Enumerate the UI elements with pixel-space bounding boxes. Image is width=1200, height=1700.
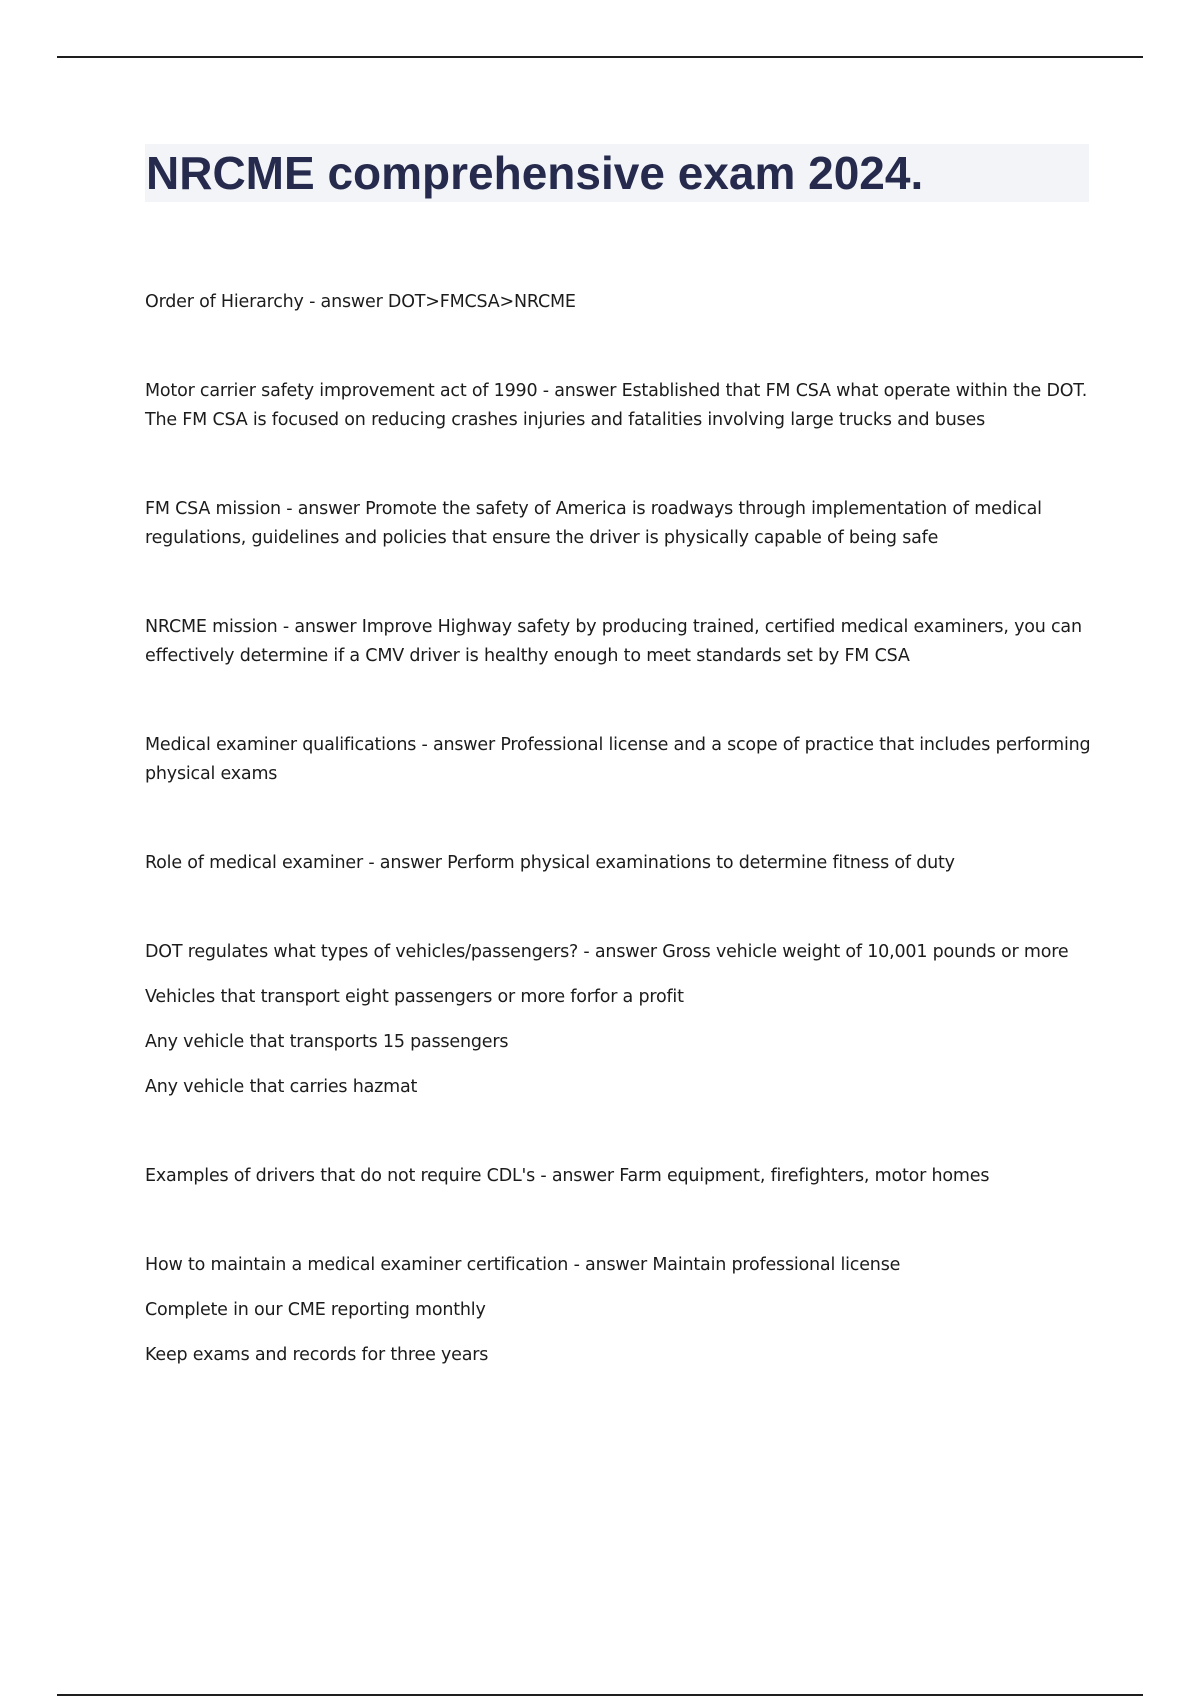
entry-text-extra: Any vehicle that carries hazmat: [145, 1077, 418, 1097]
qa-entry-fmcsa-mission: [145, 495, 1095, 553]
entry-text: FM CSA mission - answer Promote the safety of America is roadways through implementation of medical regulations, guidelines and policies that ensure the driver is physically capable of being safe: [145, 499, 1042, 548]
entry-text: DOT regulates what types of vehicles/passengers? - answer Gross vehicle weight of 10,001 pounds or more: [145, 942, 1069, 962]
qa-entry-maintain-certification: [145, 1251, 1095, 1370]
entry-text-extra: Complete in our CME reporting monthly: [145, 1300, 486, 1320]
entry-text-extra: Keep exams and records for three years: [145, 1345, 489, 1365]
entry-text-extra: Vehicles that transport eight passengers or more forfor a profit: [145, 987, 684, 1007]
bottom-rule: [57, 1694, 1143, 1696]
top-rule: [57, 56, 1143, 58]
entry-text: Medical examiner qualifications - answer Professional license and a scope of practice that includes performing physical exams: [145, 735, 1091, 784]
entry-text: Role of medical examiner - answer Perform physical examinations to determine fitness of duty: [145, 853, 955, 873]
qa-entry-examiner-qualifications: [145, 731, 1095, 789]
entry-text-extra: Any vehicle that transports 15 passengers: [145, 1032, 509, 1052]
qa-entry-safety-act: [145, 377, 1095, 435]
qa-entry-cdl-exempt: [145, 1162, 1095, 1191]
qa-entry-dot-vehicles: [145, 938, 1095, 1102]
entry-text: Examples of drivers that do not require CDL's - answer Farm equipment, firefighters, motor homes: [145, 1166, 990, 1186]
qa-entry-examiner-role: [145, 849, 1095, 878]
qa-entry-nrcme-mission: [145, 613, 1095, 671]
qa-entry-hierarchy: [145, 288, 1095, 317]
entry-text: How to maintain a medical examiner certification - answer Maintain professional license: [145, 1255, 901, 1275]
entry-text: Order of Hierarchy - answer DOT>FMCSA>NRCME: [145, 292, 576, 312]
document-title: NRCME comprehensive exam 2024.: [146, 147, 924, 199]
entry-text: NRCME mission - answer Improve Highway safety by producing trained, certified medical examiners, you can effectively determine if a CMV driver is healthy enough to meet standards set by FM CSA: [145, 617, 1082, 666]
entry-text: Motor carrier safety improvement act of 1990 - answer Established that FM CSA what operate within the DOT. The FM CSA is focused on reducing crashes injuries and fatalities involving large trucks and buses: [145, 381, 1088, 430]
document-body: [145, 288, 1095, 1430]
